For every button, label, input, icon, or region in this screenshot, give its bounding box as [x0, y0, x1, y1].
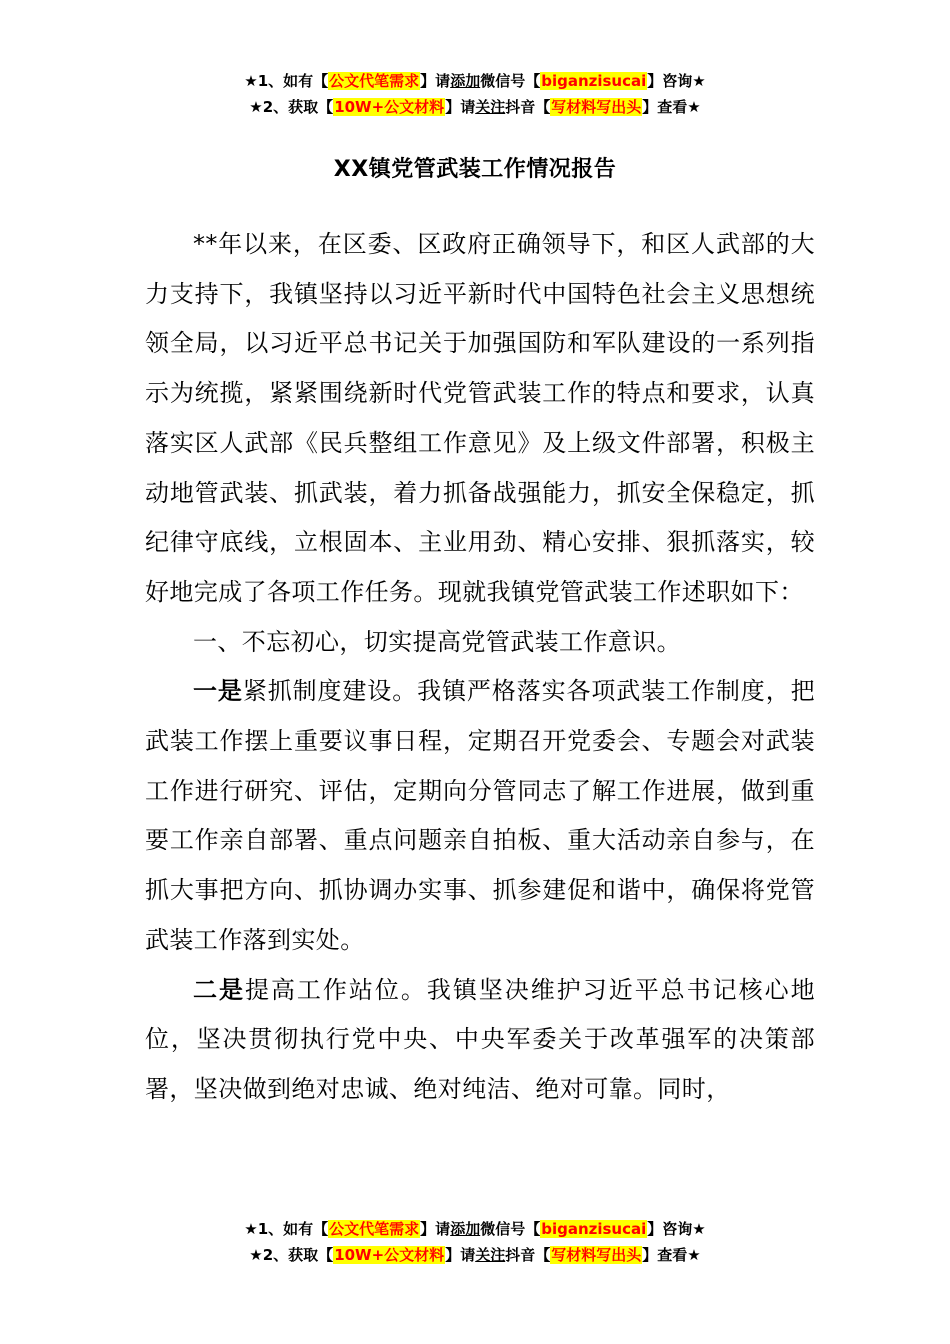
banner-text: 抖音【	[505, 98, 551, 116]
banner-text: ★2、获取【	[249, 1246, 334, 1264]
banner-text: 】请	[445, 1246, 476, 1264]
banner-text: ★1、如有【	[244, 1220, 329, 1238]
banner-text: 】查看★	[642, 98, 701, 116]
banner-text: 】咨询★	[647, 72, 706, 90]
point-text: 提高工作站位。我镇坚决维护习近平总书记核心地位，坚决贯彻执行党中央、中央军委关于改革强军的决策部署，坚决做到绝对忠诚、绝对纯洁、绝对可靠。同时，	[145, 975, 815, 1103]
banner-line-1	[0, 1216, 950, 1242]
banner-line-1	[0, 68, 950, 94]
banner-highlight: 10W+公文材料	[334, 98, 445, 116]
banner-text: 】查看★	[642, 1246, 701, 1264]
banner-highlight: 写材料写出头	[551, 98, 642, 116]
banner-underline: 添加	[450, 1220, 481, 1238]
document-title: XX镇党管武装工作情况报告	[333, 157, 617, 182]
banner-underline: 关注	[475, 1246, 506, 1264]
banner-underline: 添加	[450, 72, 481, 90]
banner-underline: 关注	[475, 98, 506, 116]
header-banner	[0, 68, 950, 120]
banner-line-2	[0, 94, 950, 120]
point-lead: 一是	[193, 677, 243, 706]
point-paragraph-1	[145, 667, 815, 965]
banner-highlight: 公文代笔需求	[329, 1220, 420, 1238]
document-body	[145, 220, 815, 1115]
banner-text: 】请	[445, 98, 476, 116]
intro-paragraph: **年以来，在区委、区政府正确领导下，和区人武部的大力支持下，我镇坚持以习近平新时代中国特色社会主义思想统领全局，以习近平总书记关于加强国防和军队建设的一系列指示为统揽，紧紧围绕新时代党管武装工作的特点和要求，认真落实区人武部《民兵整组工作意见》及上级文件部署，积极主动地管武装、抓武装，着力抓备战强能力，抓安全保稳定，抓纪律守底线，立根固本、主业用劲、精心安排、狠抓落实，较好地完成了各项工作任务。现就我镇党管武装工作述职如下：	[145, 230, 815, 606]
point-lead: 二是	[193, 975, 245, 1004]
banner-highlight: 写材料写出头	[551, 1246, 642, 1264]
banner-highlight: biganzisucai	[541, 72, 647, 90]
footer-banner	[0, 1216, 950, 1268]
point-text: 紧抓制度建设。我镇严格落实各项武装工作制度，把武装工作摆上重要议事日程，定期召开党委会、专题会对武装工作进行研究、评估，定期向分管同志了解工作进展，做到重要工作亲自部署、重点问题亲自拍板、重大活动亲自参与，在抓大事把方向、抓协调办实事、抓参建促和谐中，确保将党管武装工作落到实处。	[145, 677, 815, 954]
banner-text: 】请	[420, 1220, 451, 1238]
banner-text: 抖音【	[505, 1246, 551, 1264]
banner-text: 微信号【	[480, 72, 541, 90]
banner-text: 】咨询★	[647, 1220, 706, 1238]
banner-text: ★2、获取【	[249, 98, 334, 116]
section-heading: 一、不忘初心，切实提高党管武装工作意识。	[193, 627, 681, 656]
banner-highlight: 公文代笔需求	[329, 72, 420, 90]
banner-text: ★1、如有【	[244, 72, 329, 90]
banner-highlight: biganzisucai	[541, 1220, 647, 1238]
banner-text: 】请	[420, 72, 451, 90]
banner-line-2	[0, 1242, 950, 1268]
point-paragraph-2	[145, 966, 815, 1115]
banner-highlight: 10W+公文材料	[334, 1246, 445, 1264]
banner-text: 微信号【	[480, 1220, 541, 1238]
